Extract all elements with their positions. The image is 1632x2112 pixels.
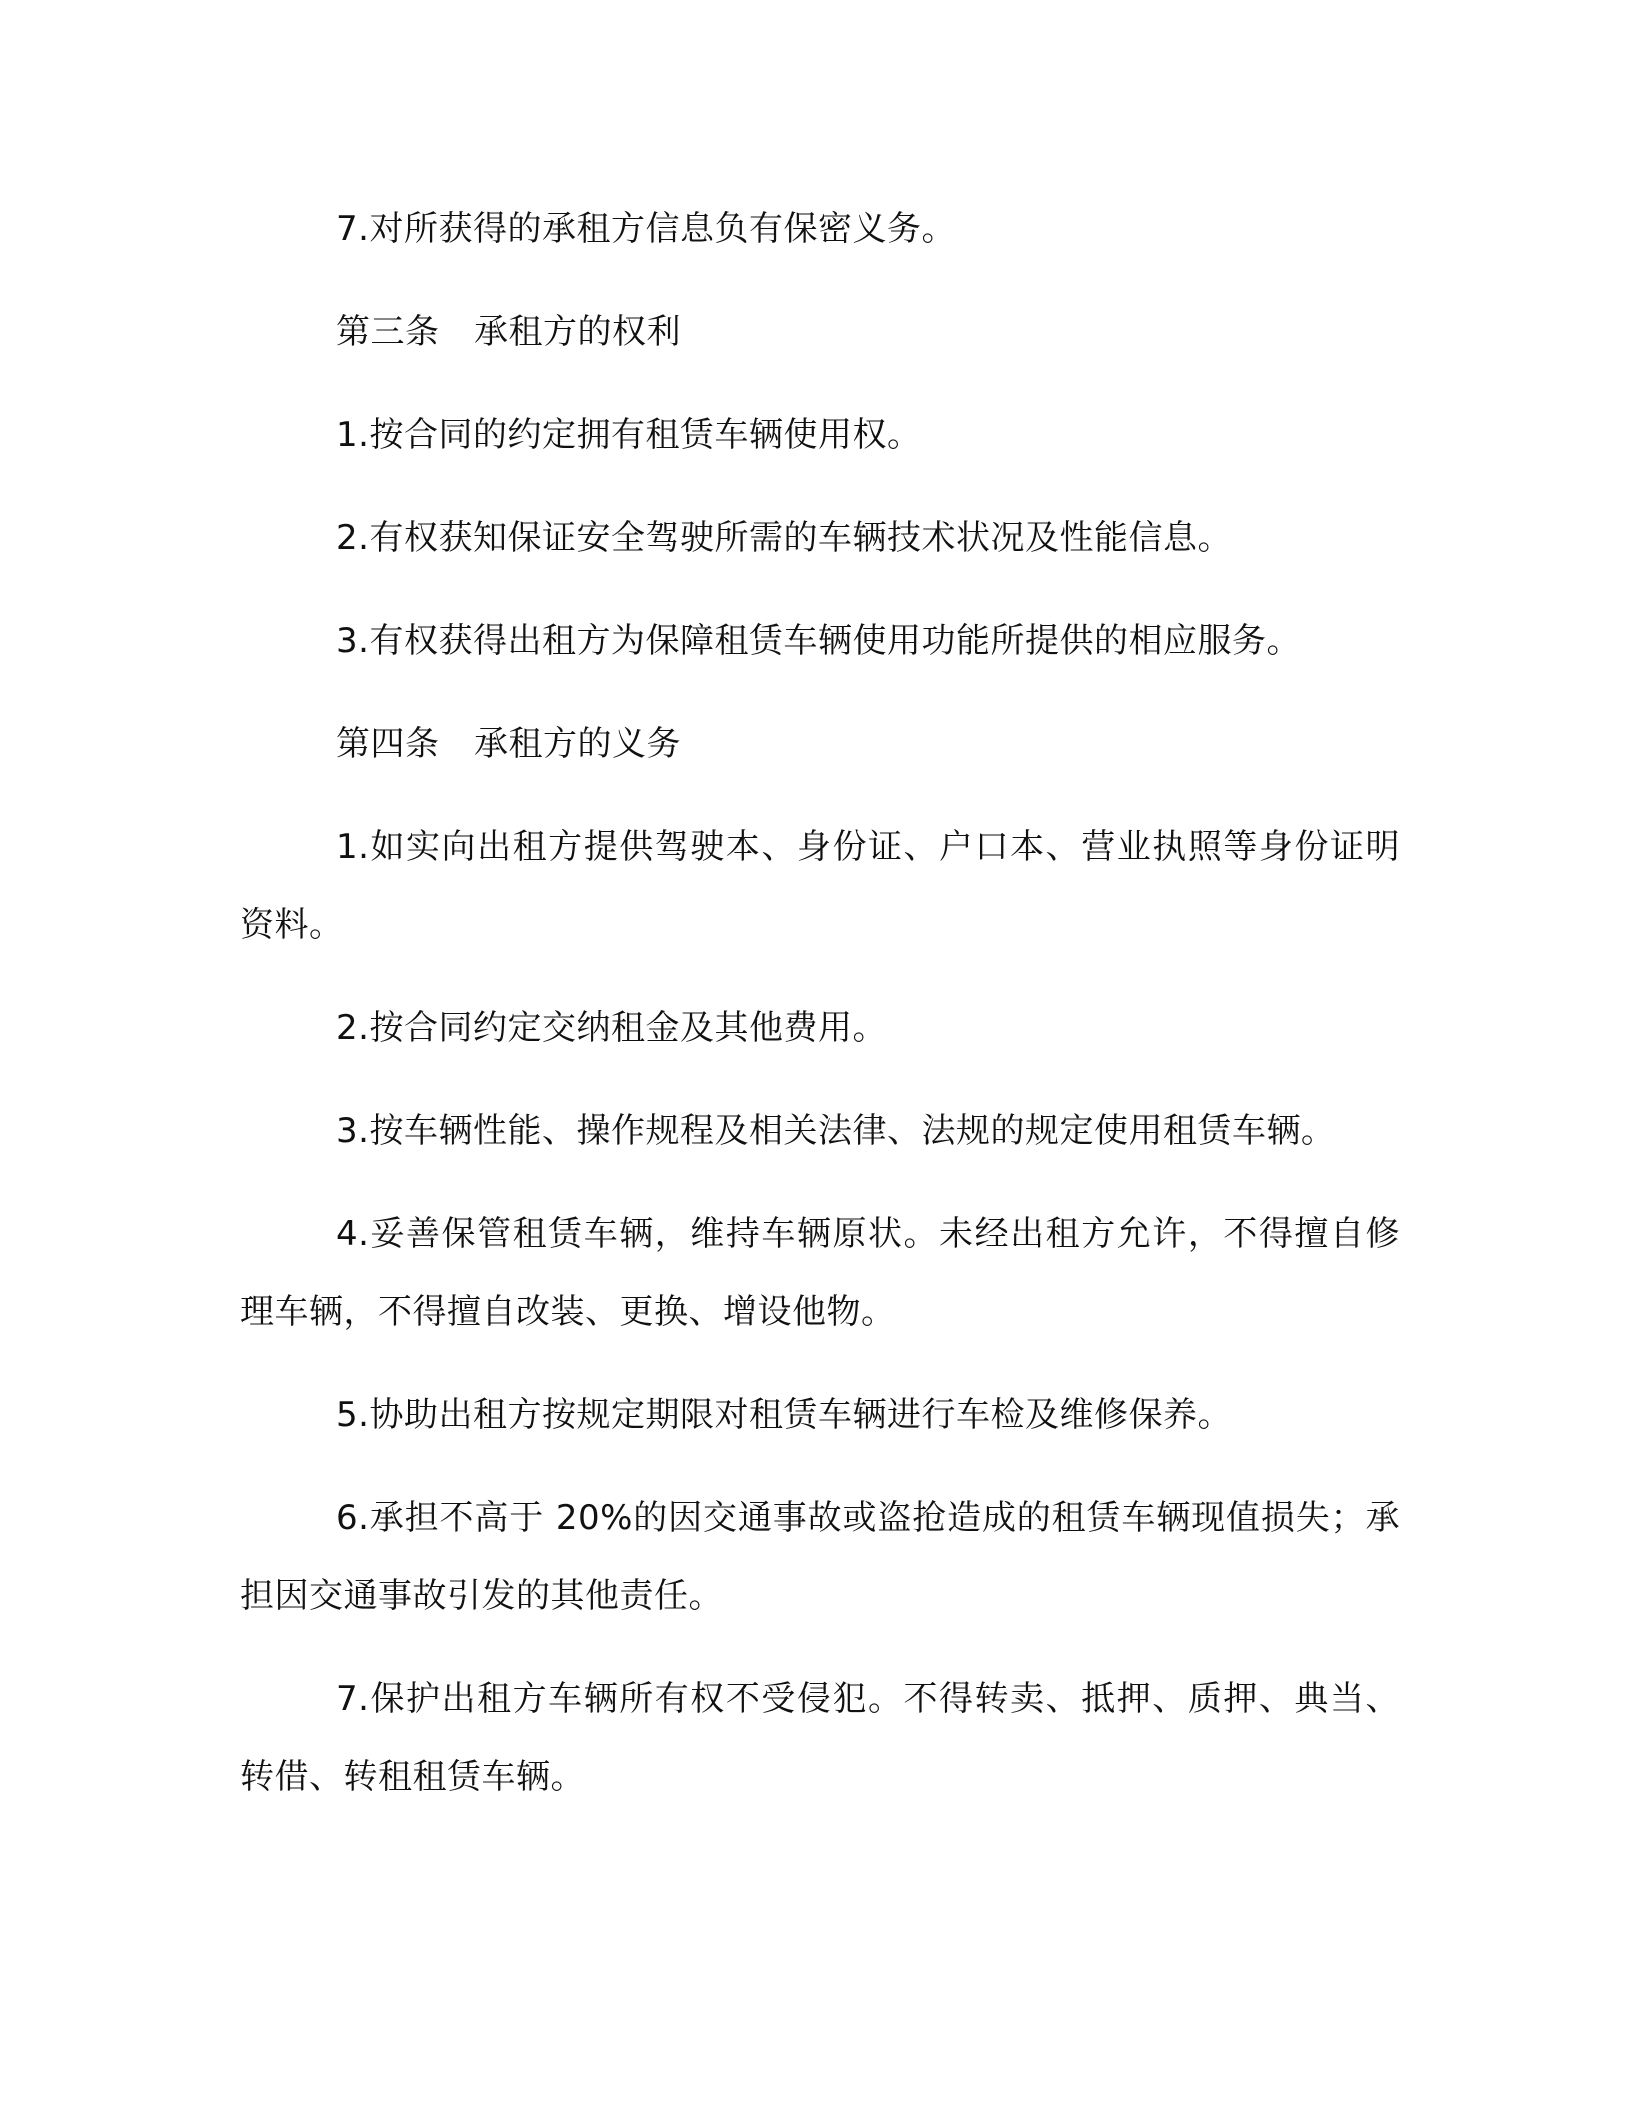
article-3-heading: 第三条 承租方的权利 — [336, 312, 681, 352]
article-4-item-6: 6.承担不高于 20%的因交通事故或盗抢造成的租赁车辆现值损失；承担因交通事故引发的其他责任。 — [240, 1498, 1400, 1616]
article-4-item-7: 7.保护出租方车辆所有权不受侵犯。不得转卖、抵押、质押、典当、转借、转租租赁车辆。 — [240, 1679, 1400, 1797]
article-4-item-2: 2.按合同约定交纳租金及其他费用。 — [336, 1008, 887, 1048]
article-4-item-4: 4.妥善保管租赁车辆，维持车辆原状。未经出租方允许，不得擅自修理车辆，不得擅自改装、更换、增设他物。 — [240, 1214, 1400, 1332]
article-4-item-1: 1.如实向出租方提供驾驶本、身份证、户口本、营业执照等身份证明资料。 — [240, 827, 1400, 945]
clause-item-7-confidentiality: 7.对所获得的承租方信息负有保密义务。 — [336, 209, 956, 249]
article-4-item-5: 5.协助出租方按规定期限对租赁车辆进行车检及维修保养。 — [336, 1395, 1232, 1435]
article-3-item-2: 2.有权获知保证安全驾驶所需的车辆技术状况及性能信息。 — [336, 518, 1232, 558]
article-3-item-1: 1.按合同的约定拥有租赁车辆使用权。 — [336, 415, 922, 455]
document-body — [240, 190, 1400, 1841]
article-4-item-3: 3.按车辆性能、操作规程及相关法律、法规的规定使用租赁车辆。 — [336, 1111, 1336, 1151]
article-4-heading: 第四条 承租方的义务 — [336, 724, 681, 764]
article-3-item-3: 3.有权获得出租方为保障租赁车辆使用功能所提供的相应服务。 — [336, 621, 1301, 661]
